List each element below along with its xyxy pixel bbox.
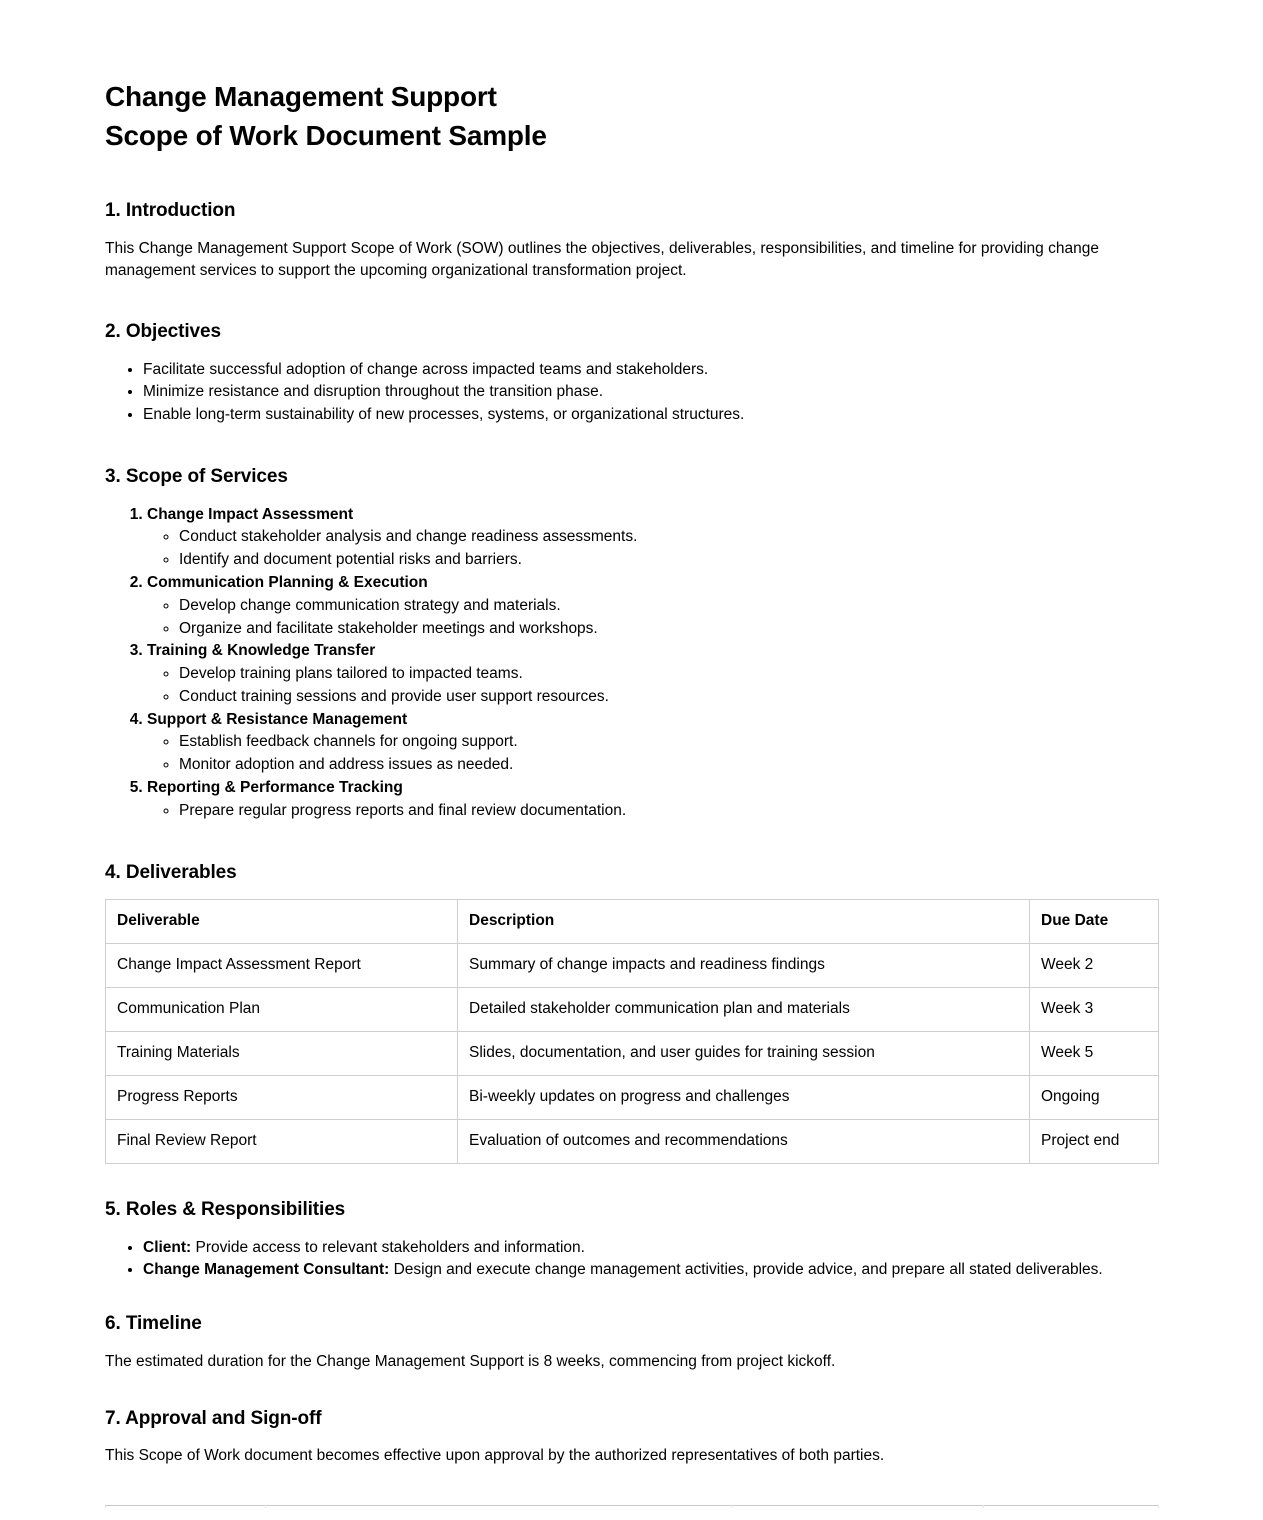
list-item: ◦ Prepare regular progress reports and final review documentation. bbox=[179, 800, 1158, 823]
signature-area bbox=[105, 1505, 1158, 1508]
section-deliverables bbox=[105, 861, 1158, 1164]
cell-description: Summary of change impacts and readiness findings bbox=[458, 944, 1030, 988]
list-item: ◦ Establish feedback channels for ongoing support. bbox=[179, 731, 1158, 754]
list-item: ◦ Develop training plans tailored to impacted teams. bbox=[179, 663, 1158, 686]
column-header-description: Description bbox=[458, 900, 1030, 944]
signature-cell bbox=[106, 1506, 266, 1509]
cell-deliverable: Communication Plan bbox=[106, 988, 458, 1032]
list-item: • Enable long-term sustainability of new processes, systems, or organizational structures. bbox=[143, 404, 1158, 427]
cell-due-date: Week 2 bbox=[1030, 944, 1159, 988]
list-item: • Minimize resistance and disruption throughout the transition phase. bbox=[143, 381, 1158, 404]
list-item: ◦ Identify and document potential risks and barriers. bbox=[179, 549, 1158, 572]
table-header-row bbox=[106, 900, 1159, 944]
deliverables-table bbox=[105, 899, 1159, 1164]
service-title: Training & Knowledge Transfer bbox=[147, 642, 376, 660]
section-heading-roles-responsibilities: 5. Roles & Responsibilities bbox=[105, 1198, 346, 1220]
cell-description: Evaluation of outcomes and recommendations bbox=[458, 1119, 1030, 1163]
section-heading-scope-of-services: 3. Scope of Services bbox=[105, 465, 288, 487]
signature-cell bbox=[984, 1506, 1159, 1509]
introduction-paragraph: This Change Management Support Scope of Work (SOW) outlines the objectives, deliverables, responsibilities, and timeline for providing change management services to support the upcoming organizational transformation project. bbox=[105, 239, 1099, 279]
table-row bbox=[106, 1075, 1159, 1119]
service-sub-list bbox=[147, 526, 1158, 572]
section-heading-timeline: 6. Timeline bbox=[105, 1313, 202, 1335]
signature-cell bbox=[266, 1506, 732, 1509]
cell-due-date: Week 5 bbox=[1030, 1032, 1159, 1076]
table-row bbox=[106, 1032, 1159, 1076]
service-sub-list bbox=[147, 663, 1158, 709]
service-title: Communication Planning & Execution bbox=[147, 574, 428, 591]
list-item bbox=[147, 709, 1158, 777]
cell-deliverable: Final Review Report bbox=[106, 1119, 458, 1163]
cell-deliverable: Progress Reports bbox=[106, 1075, 458, 1119]
table-header bbox=[106, 900, 1159, 944]
signature-cell bbox=[732, 1506, 984, 1509]
role-label: Client: bbox=[143, 1238, 192, 1256]
column-header-due-date: Due Date bbox=[1030, 900, 1159, 944]
roles-list bbox=[105, 1237, 1158, 1283]
timeline-paragraph: The estimated duration for the Change Management Support is 8 weeks, commencing from project kickoff. bbox=[105, 1352, 836, 1370]
service-title: Reporting & Performance Tracking bbox=[147, 779, 403, 797]
service-title: Change Impact Assessment bbox=[147, 505, 354, 523]
list-item bbox=[143, 1237, 1158, 1260]
service-sub-list bbox=[147, 731, 1158, 777]
list-item bbox=[147, 504, 1158, 572]
list-item bbox=[143, 1259, 1158, 1282]
cell-due-date: Project end bbox=[1030, 1119, 1159, 1163]
cell-due-date: Ongoing bbox=[1030, 1075, 1159, 1119]
column-header-deliverable: Deliverable bbox=[106, 900, 458, 944]
table-row bbox=[106, 988, 1159, 1032]
signature-table bbox=[105, 1505, 1159, 1508]
signature-table-body bbox=[106, 1506, 1159, 1509]
section-scope-of-services bbox=[105, 465, 1158, 823]
list-item: ◦ Organize and facilitate stakeholder meetings and workshops. bbox=[179, 618, 1158, 641]
scope-of-services-list bbox=[105, 504, 1158, 823]
section-introduction bbox=[105, 199, 1158, 282]
role-description: Provide access to relevant stakeholders and information. bbox=[191, 1238, 585, 1256]
cell-description: Detailed stakeholder communication plan and materials bbox=[458, 988, 1030, 1032]
list-item: ◦ Conduct training sessions and provide user support resources. bbox=[179, 686, 1158, 709]
section-heading-deliverables: 4. Deliverables bbox=[105, 861, 237, 883]
list-item: ◦ Conduct stakeholder analysis and change readiness assessments. bbox=[179, 526, 1158, 549]
section-heading-approval-signoff: 7. Approval and Sign-off bbox=[105, 1407, 322, 1429]
section-roles-responsibilities bbox=[105, 1198, 1158, 1282]
cell-description: Slides, documentation, and user guides for training session bbox=[458, 1032, 1030, 1076]
table-body bbox=[106, 944, 1159, 1164]
service-sub-list bbox=[147, 595, 1158, 641]
list-item: • Facilitate successful adoption of change across impacted teams and stakeholders. bbox=[143, 359, 1158, 382]
table-row bbox=[106, 1119, 1159, 1163]
title-line-1: Change Management Support bbox=[105, 81, 497, 112]
cell-due-date: Week 3 bbox=[1030, 988, 1159, 1032]
page-title bbox=[105, 78, 1158, 155]
section-heading-objectives: 2. Objectives bbox=[105, 320, 221, 342]
section-heading-introduction: 1. Introduction bbox=[105, 200, 236, 222]
role-description: Design and execute change management activities, provide advice, and prepare all stated deliverables. bbox=[389, 1261, 1103, 1279]
service-title: Support & Resistance Management bbox=[147, 710, 408, 728]
cell-description: Bi-weekly updates on progress and challenges bbox=[458, 1075, 1030, 1119]
section-approval-signoff bbox=[105, 1407, 1158, 1468]
section-timeline bbox=[105, 1312, 1158, 1373]
list-item bbox=[147, 777, 1158, 823]
table-row bbox=[106, 1506, 1159, 1509]
title-line-2: Scope of Work Document Sample bbox=[105, 119, 547, 151]
cell-deliverable: Change Impact Assessment Report bbox=[106, 944, 458, 988]
list-item: ◦ Develop change communication strategy and materials. bbox=[179, 595, 1158, 618]
cell-deliverable: Training Materials bbox=[106, 1032, 458, 1076]
list-item bbox=[147, 572, 1158, 640]
section-objectives bbox=[105, 320, 1158, 427]
role-label: Change Management Consultant: bbox=[143, 1261, 390, 1279]
service-sub-list bbox=[147, 800, 1158, 823]
list-item bbox=[147, 640, 1158, 708]
table-row bbox=[106, 944, 1159, 988]
objectives-list bbox=[105, 359, 1158, 427]
list-item: ◦ Monitor adoption and address issues as needed. bbox=[179, 754, 1158, 777]
approval-paragraph: This Scope of Work document becomes effective upon approval by the authorized representatives of both parties. bbox=[105, 1447, 885, 1465]
